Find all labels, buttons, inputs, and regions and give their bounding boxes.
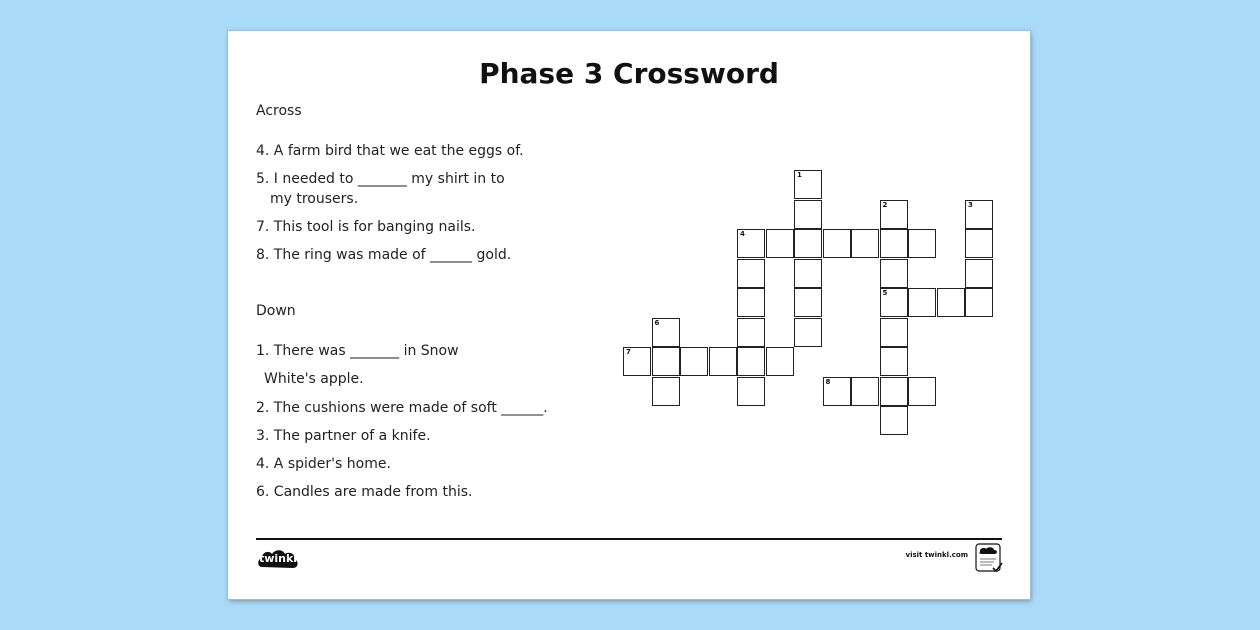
down-heading: Down	[256, 303, 296, 319]
crossword-cell[interactable]	[766, 347, 794, 376]
down-clue-1	[256, 341, 459, 389]
page-title: Phase 3 Crossword	[479, 57, 779, 90]
footer-divider	[256, 538, 1002, 540]
crossword-cell[interactable]	[652, 347, 680, 376]
crossword-cell[interactable]	[794, 318, 822, 347]
worksheet-page	[228, 31, 1030, 599]
across-heading: Across	[256, 103, 302, 119]
clue-number: 3	[968, 200, 973, 209]
down-clue-4	[256, 454, 391, 474]
down-clue-2	[256, 398, 548, 418]
crossword-cell[interactable]	[652, 318, 680, 347]
twinkl-logo	[256, 547, 300, 573]
crossword-cell[interactable]	[908, 288, 936, 317]
crossword-cell[interactable]	[794, 229, 822, 258]
crossword-cell[interactable]	[709, 347, 737, 376]
quality-badge	[975, 543, 1003, 573]
crossword-cell[interactable]	[823, 377, 851, 406]
crossword-cell[interactable]	[880, 347, 908, 376]
across-clue-4	[256, 141, 524, 161]
crossword-cell[interactable]	[794, 288, 822, 317]
crossword-cell[interactable]	[880, 200, 908, 229]
clue-number: 6	[654, 318, 660, 327]
clue-text-continued: White's apple.	[264, 371, 364, 387]
crossword-cell[interactable]	[680, 347, 708, 376]
crossword-cell[interactable]	[737, 347, 765, 376]
crossword-cell[interactable]	[880, 229, 908, 258]
clue-number: 5	[882, 289, 888, 297]
logo-text: twinkl	[258, 552, 298, 565]
clue-text: 2. The cushions were made of soft ______.	[256, 400, 548, 416]
clue-number: 1	[797, 171, 802, 179]
clue-text: 5. I needed to _______ my shirt in to	[256, 171, 505, 187]
crossword-cell[interactable]	[794, 259, 822, 288]
crossword-cell[interactable]	[880, 259, 908, 288]
crossword-grid	[228, 31, 1030, 599]
across-clue-7	[256, 217, 475, 237]
crossword-cell[interactable]	[908, 229, 936, 258]
clue-text: 4. A farm bird that we eat the eggs of.	[256, 143, 524, 159]
down-clue-3	[256, 426, 431, 446]
crossword-cell[interactable]	[851, 229, 879, 258]
visit-link[interactable]: visit twinkl.com	[905, 551, 968, 559]
clue-text: 8. The ring was made of ______ gold.	[256, 247, 512, 263]
clue-text: 7. This tool is for banging nails.	[256, 219, 476, 235]
crossword-cell[interactable]	[965, 200, 993, 229]
clue-number: 4	[740, 230, 745, 238]
crossword-cell[interactable]	[965, 259, 993, 288]
crossword-cell[interactable]	[880, 377, 908, 406]
crossword-cell[interactable]	[623, 347, 651, 376]
clue-text: 4. A spider's home.	[256, 456, 391, 472]
crossword-cell[interactable]	[794, 170, 822, 199]
crossword-cell[interactable]	[737, 377, 765, 406]
crossword-cell[interactable]	[851, 377, 879, 406]
crossword-cell[interactable]	[965, 229, 993, 258]
crossword-cell[interactable]	[908, 377, 936, 406]
quality-checked-icon	[975, 543, 1003, 573]
crossword-cell[interactable]	[652, 377, 680, 406]
crossword-cell[interactable]	[766, 229, 794, 258]
crossword-cell[interactable]	[880, 288, 908, 317]
clue-number: 2	[882, 200, 888, 209]
crossword-cell[interactable]	[965, 288, 993, 317]
crossword-cell[interactable]	[737, 259, 765, 288]
across-clue-5	[256, 169, 505, 209]
crossword-cell[interactable]	[880, 406, 908, 435]
clue-number: 8	[825, 377, 831, 386]
crossword-cell[interactable]	[737, 288, 765, 317]
across-clue-8	[256, 245, 511, 265]
crossword-cell[interactable]	[794, 200, 822, 229]
crossword-cell[interactable]	[937, 288, 965, 317]
clue-text: 1. There was _______ in Snow	[256, 343, 459, 359]
crossword-cell[interactable]	[880, 318, 908, 347]
clue-text: 6. Candles are made from this.	[256, 484, 473, 500]
clue-text: 3. The partner of a knife.	[256, 428, 431, 444]
crossword-cell[interactable]	[737, 229, 765, 258]
crossword-cell[interactable]	[823, 229, 851, 258]
down-clue-6	[256, 482, 472, 502]
clue-text-continued: my trousers.	[270, 191, 359, 207]
clue-number: 7	[626, 348, 631, 356]
crossword-cell[interactable]	[737, 318, 765, 347]
